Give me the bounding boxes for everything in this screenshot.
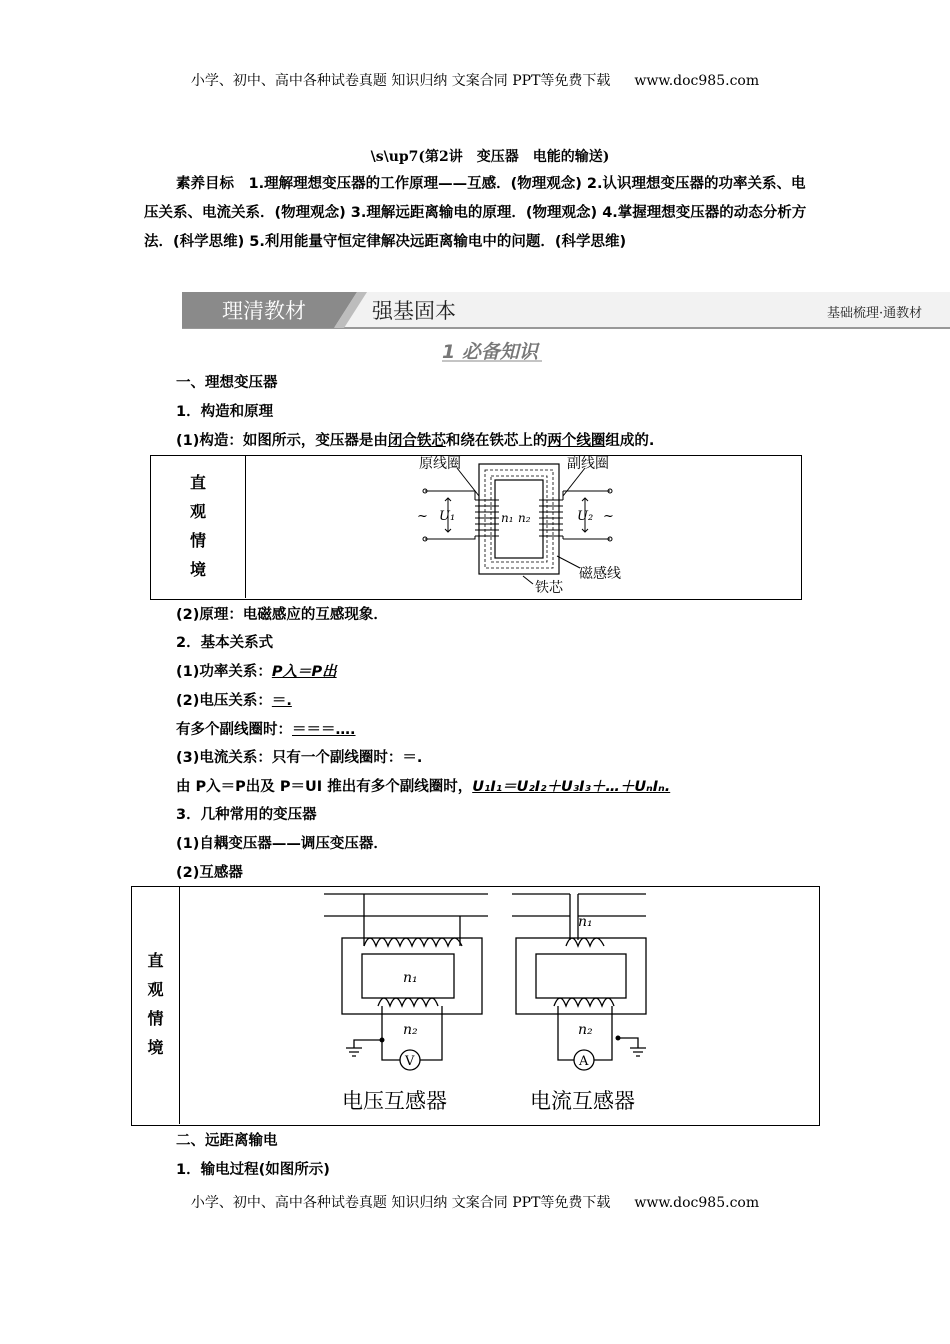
construction-line [176,429,654,450]
sec1-s1: 1．构造和原理 [176,404,274,420]
sec1-s3: 3．几种常用的变压器 [176,807,317,823]
vt-n2: n₂ [403,1022,418,1038]
blank-voltage: ＝. [271,693,292,709]
label-n2: n₂ [518,511,531,525]
transformer-diagram [405,456,630,598]
label-u2: U₂ [577,509,594,524]
sec1-heading: 一、理想变压器 [176,375,278,391]
ammeter-icon: A [579,1054,589,1069]
label-primary-coil: 原线圈 [419,456,461,472]
label-current-transformer: 电流互感器 [530,1089,635,1113]
label-u1: U₁ [439,509,456,524]
blank-multi-current: U₁I₁＝U₂I₂＋U₃I₃＋…＋UₙIₙ. [472,779,671,795]
label-voltage-transformer: 电压互感器 [342,1089,447,1113]
banner-left: 理清教材 [222,299,306,323]
multi-coil-current: 由 P入＝P出及 P＝UI 推出有多个副线圈时，U₁I₁＝U₂I₂＋U₃I₃＋…＋UₙIₙ. [176,779,671,795]
instrument-transformer: (2)互感器 [176,865,243,881]
multi-coil-voltage: 有多个副线圈时：＝＝＝…. [176,722,356,738]
header-text: 小学、初中、高中各种试卷真题 知识归纳 文案合同 PPT等免费下载 [190,73,611,89]
sec2-heading: 二、远距离输电 [176,1133,278,1149]
blank-closed-core: 闭合铁芯 [387,433,446,449]
label-iron-core: 铁芯 [535,580,563,596]
label-secondary-coil: 副线圈 [567,456,609,472]
goals-text: 1.理解理想变压器的工作原理——互感．(物理观念) 2.认识理想变压器的功率关系、电压关系、电流关系．(物理观念) 3.理解远距离输电的原理．(物理观念) 4.掌握理想变压器的动态分析方法．(科学思维) 5.利用能量守恒定律解决远距离输电中的问题．(科学思维) [144,176,807,250]
header-site[interactable]: www.doc985.com [634,73,760,89]
principle-line: (2)原理：电磁感应的互感现象． [176,607,388,623]
instrument-transformer-diagram [320,888,670,1120]
intuitive-scene-label: 直 观 情 境 [189,473,206,579]
label-flux-lines: 磁感线 [579,566,621,582]
ac-symbol-left: ~ [417,509,428,524]
subsection-badge [436,334,546,364]
ac-symbol-right: ~ [603,509,614,524]
blank-multi-voltage: ＝＝＝…. [292,722,356,738]
sec1-s2: 2．基本关系式 [176,635,274,651]
goals-label: 素养目标 [176,176,234,192]
ct-n2: n₂ [578,1022,593,1038]
sec2-s1: 1．输电过程(如图所示) [176,1162,330,1178]
label-n1: n₁ [501,511,514,525]
current-relation: (3)电流关系：只有一个副线圈时：＝. [176,750,423,766]
vt-n1: n₁ [403,970,418,986]
power-relation: (1)功率关系：P入＝P出 [176,664,337,680]
banner-right: 强基固本 [372,299,456,323]
ct-n1: n₁ [578,914,593,930]
footer-text: 小学、初中、高中各种试卷真题 知识归纳 文案合同 PPT等免费下载 [190,1195,611,1211]
lesson-title: \s\up7(第2讲 变压器 电能的输送) [370,149,610,165]
blank-power: P入＝P出 [271,664,337,680]
page-footer [0,1192,950,1212]
blank-two-coils: 两个线圈 [547,433,606,449]
literacy-goals [144,170,810,257]
text-part: 和绕在铁芯上的 [445,433,548,449]
page-header [0,70,950,90]
auto-transformer: (1)自耦变压器——调压变压器． [176,836,388,852]
voltage-relation: (2)电压关系：＝. [176,693,292,709]
voltmeter-icon: V [405,1054,415,1069]
footer-site[interactable]: www.doc985.com [634,1195,760,1211]
text-part: (1)构造：如图所示，变压器是由 [176,433,388,449]
section-banner [182,290,950,330]
intuitive-scene-label-2: 直 观 情 境 [147,951,164,1057]
text-part: 组成的. [605,433,655,449]
banner-tail: 基础梳理·通教材 [827,306,923,321]
badge-text: 1 必备知识 [442,341,538,363]
